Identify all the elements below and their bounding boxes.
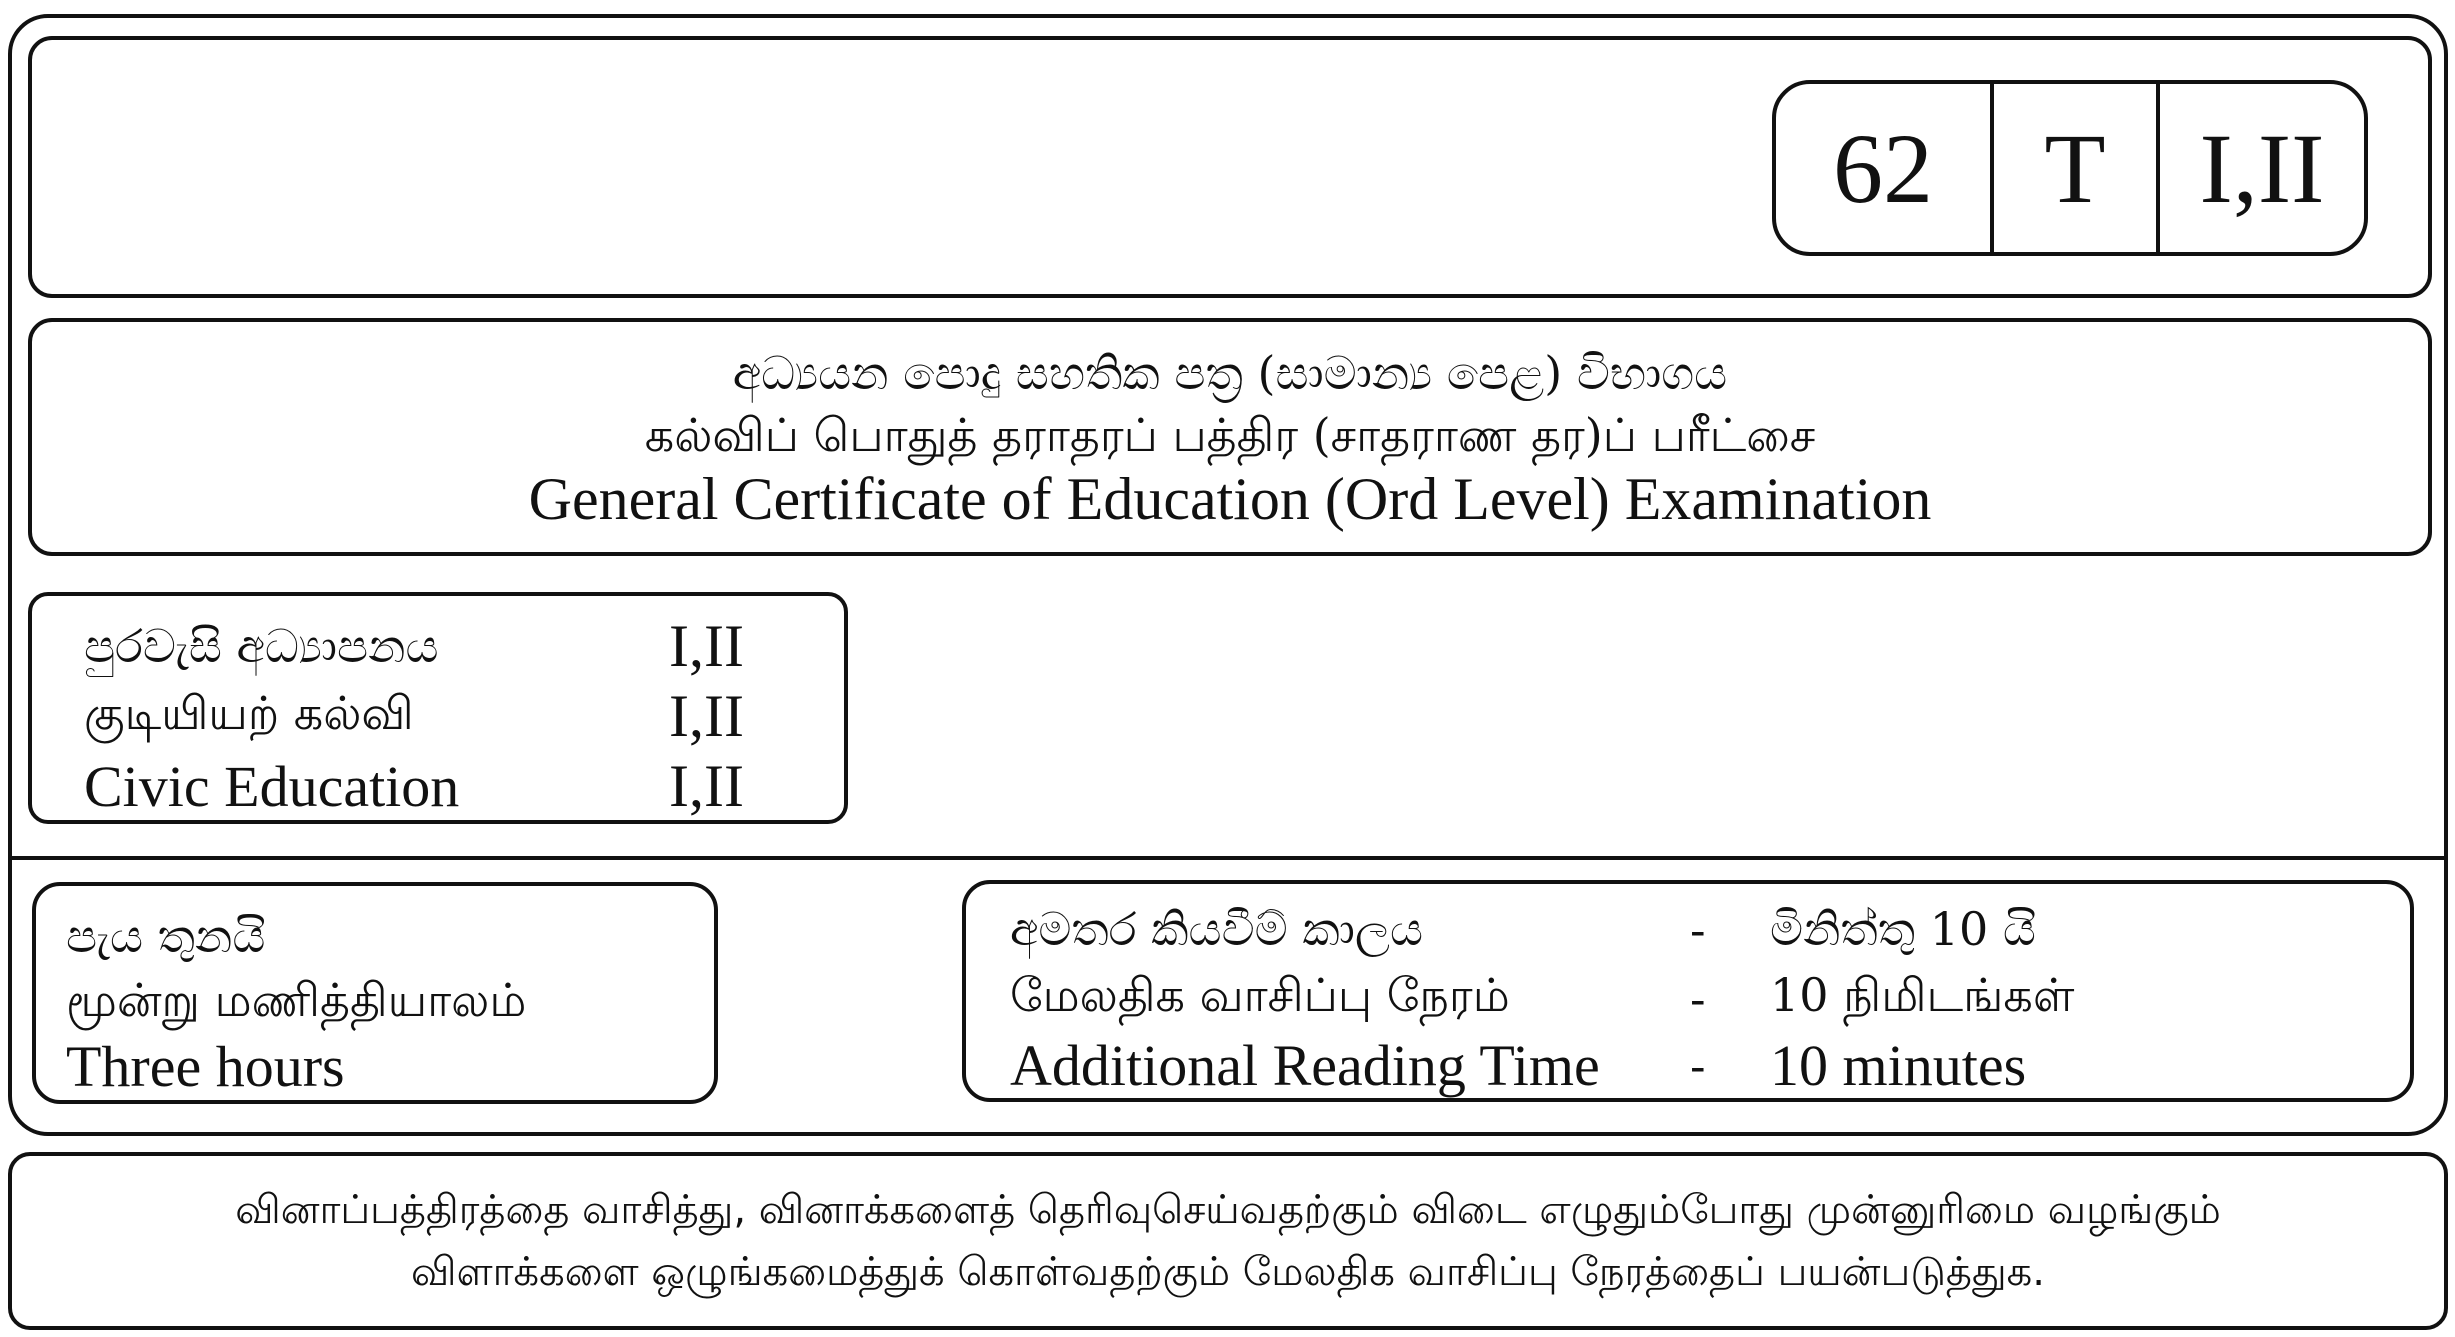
instruction-panel [8,1152,2448,1330]
paper-numbers: I,II [2199,112,2325,224]
instruction-line-1: வினாப்பத்திரத்தை வாசித்து, வினாக்களைத் தெரிவுசெய்வதற்கும் விடை எழுதும்போது முன்னுரிமை வழங்கும் [235,1187,2221,1233]
duration-panel [32,882,718,1104]
section-divider [8,856,2448,860]
exam-title-sinhala: අධ්‍යයන පොදු සහතික පත්‍ර (සාමාන්‍ය පෙළ) විභාගය [732,346,1728,400]
reading-time-label: අමතර කියවීම් කාලය [1010,902,1424,956]
subject-papers: I,II [669,613,744,679]
instruction-line-2: விளாக்களை ஒழுங்கமைத்துக் கொள்வதற்கும் மேலதிக வாசிப்பு நேரத்தைப் பயன்படுத்துக. [411,1249,2045,1295]
reading-time-value: 10 minutes [1770,1033,2027,1098]
exam-title-tamil: கல்விப் பொதுத் தராதரப் பத்திர (சாதராண தர)ப் பரீட்சை [644,408,1816,462]
subject-name-tamil: குடியியற் கல்வி [84,686,414,740]
medium-code: T [1994,84,2160,252]
reading-time-label: மேலதிக வாசிப்பு நேரம் [1010,968,1510,1022]
reading-time-value: 10 நிமிடங்கள் [1770,968,2075,1022]
subject-row [84,612,824,681]
reading-time-dash: - [1690,903,1706,957]
reading-time-row [1010,1032,2390,1099]
subject-panel [28,592,848,824]
reading-time-label: Additional Reading Time [1010,1033,1600,1098]
subject-papers: I,II [669,683,744,749]
subject-papers: I,II [669,753,744,819]
reading-time-row [1010,902,2390,958]
subject-row [84,682,824,751]
reading-time-row [1010,968,2390,1029]
subject-name-sinhala: පුරවැසි අධ්‍යාපනය [84,618,439,673]
reading-time-dash: - [1690,971,1706,1026]
subject-name-english: Civic Education [84,754,460,819]
reading-time-value: මිනිත්තු 10 යි [1770,902,2036,956]
subject-number: 62 [1776,84,1994,252]
reading-time-dash: - [1690,1038,1706,1093]
reading-time-panel [962,880,2414,1102]
exam-title-panel [28,318,2432,556]
duration-english: Three hours [66,1034,345,1099]
duration-sinhala: පැය තුනයි [66,909,266,963]
paper-code-box [1772,80,2368,256]
subject-row [84,752,824,821]
duration-tamil: மூன்று மணித்தியாலம் [66,973,527,1027]
exam-title-english: General Certificate of Education (Ord Level) Examination [528,466,1932,532]
